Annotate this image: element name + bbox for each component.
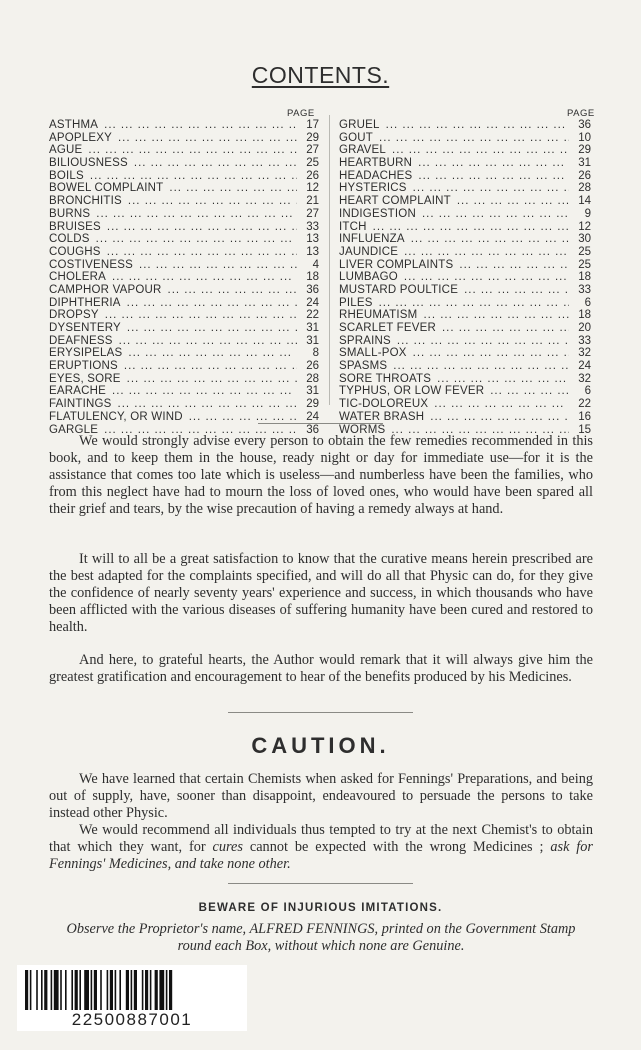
dot-leader [122, 195, 297, 208]
entry-page: 33 [578, 283, 591, 296]
proprietor-notice: Observe the Proprietor's name, ALFRED FENNINGS, printed on the Government Stamp round each Box, without which none are Genuine. [66, 921, 576, 954]
entry-name: HEARTBURN [339, 157, 413, 170]
contents-entry [339, 195, 591, 208]
dot-leader [424, 411, 569, 424]
barcode-bar [142, 970, 144, 1010]
entry-name: ASTHMA [49, 119, 99, 131]
dot-leader [398, 246, 569, 259]
entry-name: HYSTERICS [339, 182, 407, 195]
dot-leader [112, 398, 297, 411]
entry-name: EARACHE [49, 385, 106, 398]
barcode-bar [60, 970, 62, 1010]
entry-name: INFLUENZA [339, 233, 405, 246]
entry-name: GRUEL [339, 119, 380, 131]
entry-page: 17 [306, 119, 319, 131]
entry-page: 22 [306, 309, 319, 322]
contents-entry [339, 208, 591, 221]
contents-entry [49, 284, 319, 297]
barcode-bar [145, 970, 148, 1010]
entry-page: 30 [578, 233, 591, 246]
dot-leader [90, 208, 297, 221]
dot-leader [391, 335, 569, 348]
contents-entry [49, 233, 319, 246]
contents-entry [339, 221, 591, 234]
dot-leader [373, 297, 569, 310]
contents-entry [339, 322, 591, 335]
entry-name: BRONCHITIS [49, 195, 122, 208]
contents-entry [49, 335, 319, 348]
entry-page: 22 [578, 398, 591, 411]
contents-entry [339, 385, 591, 398]
caution-cures-word: cures [212, 839, 243, 855]
contents-entry [49, 259, 319, 272]
entry-name: INDIGESTION [339, 207, 416, 220]
caution-paragraph-1: We have learned that certain Chemists when asked for Fennings' Preparations, and being out of supply, have, sooner than disappoint, endeavoured to persuade the persons to take instead other Physic. [49, 771, 593, 821]
barcode-bar [44, 970, 47, 1010]
contents-entry [339, 335, 591, 348]
entry-page: 12 [306, 182, 319, 195]
barcode-bar [54, 970, 59, 1010]
contents-entry [49, 297, 319, 310]
entry-name: BRUISES [49, 220, 101, 233]
entry-name: DYSENTERY [49, 322, 121, 334]
entry-page: 36 [306, 283, 319, 296]
page-column-label-right: PAGE [567, 108, 595, 119]
entry-page: 14 [578, 195, 591, 208]
barcode-bar [166, 970, 168, 1010]
entry-page: 4 [312, 258, 319, 271]
dot-leader [405, 233, 569, 246]
contents-entry [339, 373, 591, 386]
entry-name: FLATULENCY, OR WIND [49, 410, 183, 423]
dot-leader [162, 284, 298, 297]
barcode-bar [51, 970, 53, 1010]
contents-entry [339, 360, 591, 373]
dot-leader [428, 398, 569, 411]
entry-page: 31 [578, 157, 591, 170]
dot-leader [412, 170, 569, 183]
entry-name: COUGHS [49, 245, 101, 258]
entry-page: 10 [578, 131, 591, 144]
contents-entry [339, 347, 591, 360]
contents-entry [49, 208, 319, 221]
dot-leader [118, 360, 297, 373]
entry-page: 31 [306, 334, 319, 347]
entry-page: 29 [306, 131, 319, 144]
barcode-bar [71, 970, 73, 1010]
barcode-label [17, 965, 247, 1031]
paragraph-gratitude: And here, to grateful hearts, the Author would remark that it will always give him the greatest gratification and encouragement to hear of the benefits produced by his Medicines. [49, 652, 593, 685]
dot-leader [386, 144, 569, 157]
entry-name: COLDS [49, 233, 90, 246]
entry-name: EYES, SORE [49, 372, 121, 385]
caution-text-start: We would recommend all individuals thus tempted to try at the next Chemist's to obtain that which they want, for [49, 822, 593, 855]
dot-leader [113, 335, 297, 348]
caution-ask-for: ask for Fennings' Medicines, and take none other. [49, 839, 593, 872]
dot-leader [407, 347, 569, 360]
entry-name: LUMBAGO [339, 271, 398, 284]
barcode-bar [131, 970, 133, 1010]
entry-name: DROPSY [49, 309, 99, 322]
dot-leader [387, 360, 569, 373]
entry-name: BILIOUSNESS [49, 157, 128, 170]
entry-page: 31 [306, 385, 319, 398]
dot-leader [451, 195, 569, 208]
dot-leader [183, 411, 297, 424]
entry-name: MUSTARD POULTICE [339, 283, 459, 296]
entry-page: 29 [578, 144, 591, 157]
barcode-bar [75, 970, 78, 1010]
entry-name: PILES [339, 296, 373, 309]
barcode-bar [84, 970, 89, 1010]
contents-entry [49, 221, 319, 234]
entry-page: 6 [584, 385, 591, 398]
entry-page: 26 [306, 360, 319, 373]
caution-text-mid: cannot be expected with the wrong Medicines ; [242, 839, 551, 855]
entry-page: 18 [578, 309, 591, 322]
dot-leader [458, 284, 569, 297]
barcode-icon [25, 970, 239, 1010]
section-rule [228, 883, 413, 884]
entry-name: AGUE [49, 144, 83, 157]
entry-name: WATER BRASH [339, 410, 425, 423]
barcode-number: 22500887001 [71, 1010, 193, 1029]
entry-page: 32 [578, 347, 591, 360]
entry-page: 27 [306, 144, 319, 157]
dot-leader [90, 233, 297, 246]
barcode-bar [107, 970, 109, 1010]
dot-leader [407, 182, 569, 195]
contents-entry [339, 182, 591, 195]
barcode-bar [119, 970, 121, 1010]
dot-leader [453, 259, 569, 272]
dot-leader [84, 170, 297, 183]
contents-entry [339, 398, 591, 411]
dot-leader [412, 157, 569, 170]
entry-page: 12 [578, 220, 591, 233]
entry-page: 18 [306, 271, 319, 284]
entry-name: SPASMS [339, 360, 388, 373]
barcode-bar [126, 970, 129, 1010]
contents-entry [339, 259, 591, 272]
dot-leader [367, 221, 569, 234]
barcode-bar [25, 970, 28, 1010]
entry-name: GARGLE [49, 423, 99, 436]
barcode-bar [100, 970, 102, 1010]
entry-name: SCARLET FEVER [339, 322, 436, 334]
contents-entry [49, 309, 319, 322]
entry-name: ERYSIPELAS [49, 347, 123, 360]
entry-page: 31 [306, 322, 319, 334]
entry-name: RHEUMATISM [339, 309, 418, 322]
entry-page: 25 [306, 157, 319, 170]
entry-name: FAINTINGS [49, 398, 112, 411]
barcode-bar [169, 970, 172, 1010]
contents-entry [49, 322, 319, 335]
entry-name: SPRAINS [339, 334, 391, 347]
entry-name: SORE THROATS [339, 372, 432, 385]
dot-leader [128, 157, 297, 170]
dot-leader [431, 373, 569, 386]
contents-entry [339, 411, 591, 424]
contents-entry [49, 373, 319, 386]
barcode-bar [110, 970, 113, 1010]
dot-leader [112, 132, 297, 145]
entry-page: 24 [306, 296, 319, 309]
contents-entry [339, 233, 591, 246]
section-rule [228, 712, 413, 713]
entry-page: 20 [578, 322, 591, 334]
contents-entry [339, 309, 591, 322]
entry-page: 25 [578, 245, 591, 258]
dot-leader [122, 347, 297, 360]
dot-leader [436, 322, 569, 335]
barcode-bar [30, 970, 32, 1010]
paragraph-advice: We would strongly advise every person to obtain the few remedies recommended in this book, and to keep them in the house, ready night or day for immediate use—for it is the assistance that comes too late which is useless—and numberless have been the families, who from this neglect have had to mourn the loss of loved ones, who would have been spared all their grief and tears, by the wise precaution of having a remedy always at hand. [49, 433, 593, 517]
dot-leader [82, 144, 297, 157]
contents-entry [339, 246, 591, 259]
dot-leader [133, 259, 297, 272]
contents-entry [49, 157, 319, 170]
dot-leader [163, 182, 297, 195]
entry-name: ERUPTIONS [49, 360, 118, 373]
contents-entry [49, 271, 319, 284]
column-divider [329, 115, 330, 405]
contents-entry [339, 271, 591, 284]
contents-entry [339, 170, 591, 183]
entry-name: JAUNDICE [339, 245, 399, 258]
entry-page: 18 [578, 271, 591, 284]
entry-name: LIVER COMPLAINTS [339, 258, 454, 271]
contents-entry [49, 195, 319, 208]
entry-page: 27 [306, 207, 319, 220]
entry-name: HEART COMPLAINT [339, 195, 451, 208]
entry-name: BURNS [49, 207, 91, 220]
barcode-bar [159, 970, 164, 1010]
barcode-bar [134, 970, 137, 1010]
entry-page: 26 [306, 169, 319, 182]
contents-entry [49, 347, 319, 360]
entry-page: 21 [306, 195, 319, 208]
contents-entry [339, 284, 591, 297]
entry-page: 8 [312, 347, 319, 360]
dot-leader [121, 322, 297, 335]
dot-leader [106, 271, 297, 284]
barcode-bar [36, 970, 38, 1010]
paragraph-satisfaction: It will to all be a great satisfaction to know that the curative means herein prescribed are the best adapted for the complaints specified, and will do all that Physic can do, for they give the confidence of nearly seventy years' experience and success, in which thousands who have been afflicted with the various diseases of suffering humanity have been cured and restored to health. [49, 551, 593, 635]
entry-name: APOPLEXY [49, 131, 112, 144]
entry-name: BOILS [49, 169, 84, 182]
contents-entry [49, 170, 319, 183]
entry-page: 28 [306, 372, 319, 385]
entry-name: GRAVEL [339, 144, 387, 157]
section-rule [258, 423, 383, 424]
dot-leader [380, 119, 569, 132]
dot-leader [106, 385, 297, 398]
contents-entry [339, 144, 591, 157]
barcode-bar [79, 970, 81, 1010]
entry-name: DEAFNESS [49, 334, 113, 347]
barcode-bar [150, 970, 152, 1010]
dot-leader [101, 221, 297, 234]
entry-page: 28 [578, 182, 591, 195]
page-column-label-left: PAGE [287, 108, 315, 119]
dot-leader [373, 132, 569, 145]
contents-list-right [339, 119, 591, 436]
contents-entry [49, 360, 319, 373]
entry-name: ITCH [339, 220, 367, 233]
contents-list-left [49, 119, 319, 436]
entry-name: DIPHTHERIA [49, 296, 121, 309]
dot-leader [484, 385, 569, 398]
barcode-bar [65, 970, 67, 1010]
dot-leader [99, 309, 297, 322]
entry-page: 36 [578, 119, 591, 131]
caution-paragraph-2 [49, 822, 593, 873]
entry-page: 32 [578, 372, 591, 385]
contents-entry [49, 182, 319, 195]
dot-leader [417, 309, 569, 322]
contents-entry [49, 398, 319, 411]
entry-name: SMALL-POX [339, 347, 407, 360]
dot-leader [416, 208, 569, 221]
entry-name: HEADACHES [339, 169, 413, 182]
entry-page: 13 [306, 233, 319, 246]
entry-name: GOUT [339, 131, 374, 144]
entry-page: 29 [306, 398, 319, 411]
contents-entry [49, 385, 319, 398]
entry-page: 24 [578, 360, 591, 373]
barcode-bar [94, 970, 97, 1010]
contents-entry [49, 246, 319, 259]
caution-heading: CAUTION. [251, 733, 390, 758]
entry-page: 13 [306, 245, 319, 258]
barcode-bar [155, 970, 158, 1010]
barcode-bar [115, 970, 117, 1010]
entry-page: 6 [584, 296, 591, 309]
entry-page: 26 [578, 169, 591, 182]
contents-entry [49, 144, 319, 157]
dot-leader [101, 246, 297, 259]
beware-heading: BEWARE OF INJURIOUS IMITATIONS. [198, 902, 443, 914]
contents-entry [339, 132, 591, 145]
entry-page: 33 [578, 334, 591, 347]
entry-name: COSTIVENESS [49, 258, 133, 271]
entry-page: 16 [578, 410, 591, 423]
entry-page: 25 [578, 258, 591, 271]
entry-name: CAMPHOR VAPOUR [49, 283, 162, 296]
entry-name: WORMS [339, 423, 386, 436]
entry-page: 24 [306, 410, 319, 423]
entry-page: 15 [578, 423, 591, 436]
dot-leader [98, 119, 297, 132]
dot-leader [121, 297, 297, 310]
entry-name: TIC-DOLOREUX [339, 398, 429, 411]
contents-entry [339, 297, 591, 310]
dot-leader [121, 373, 297, 386]
entry-page: 33 [306, 220, 319, 233]
entry-name: CHOLERA [49, 271, 106, 284]
barcode-bar [91, 970, 93, 1010]
entry-name: BOWEL COMPLAINT [49, 182, 164, 195]
entry-page: 36 [306, 423, 319, 436]
contents-entry [49, 132, 319, 145]
dot-leader [398, 271, 569, 284]
barcode-bar [41, 970, 43, 1010]
contents-entry [49, 411, 319, 424]
contents-title: CONTENTS. [251, 62, 390, 88]
contents-entry [49, 119, 319, 132]
entry-page: 9 [584, 207, 591, 220]
entry-name: TYPHUS, OR LOW FEVER [339, 385, 485, 398]
contents-entry [339, 119, 591, 132]
contents-entry [339, 157, 591, 170]
